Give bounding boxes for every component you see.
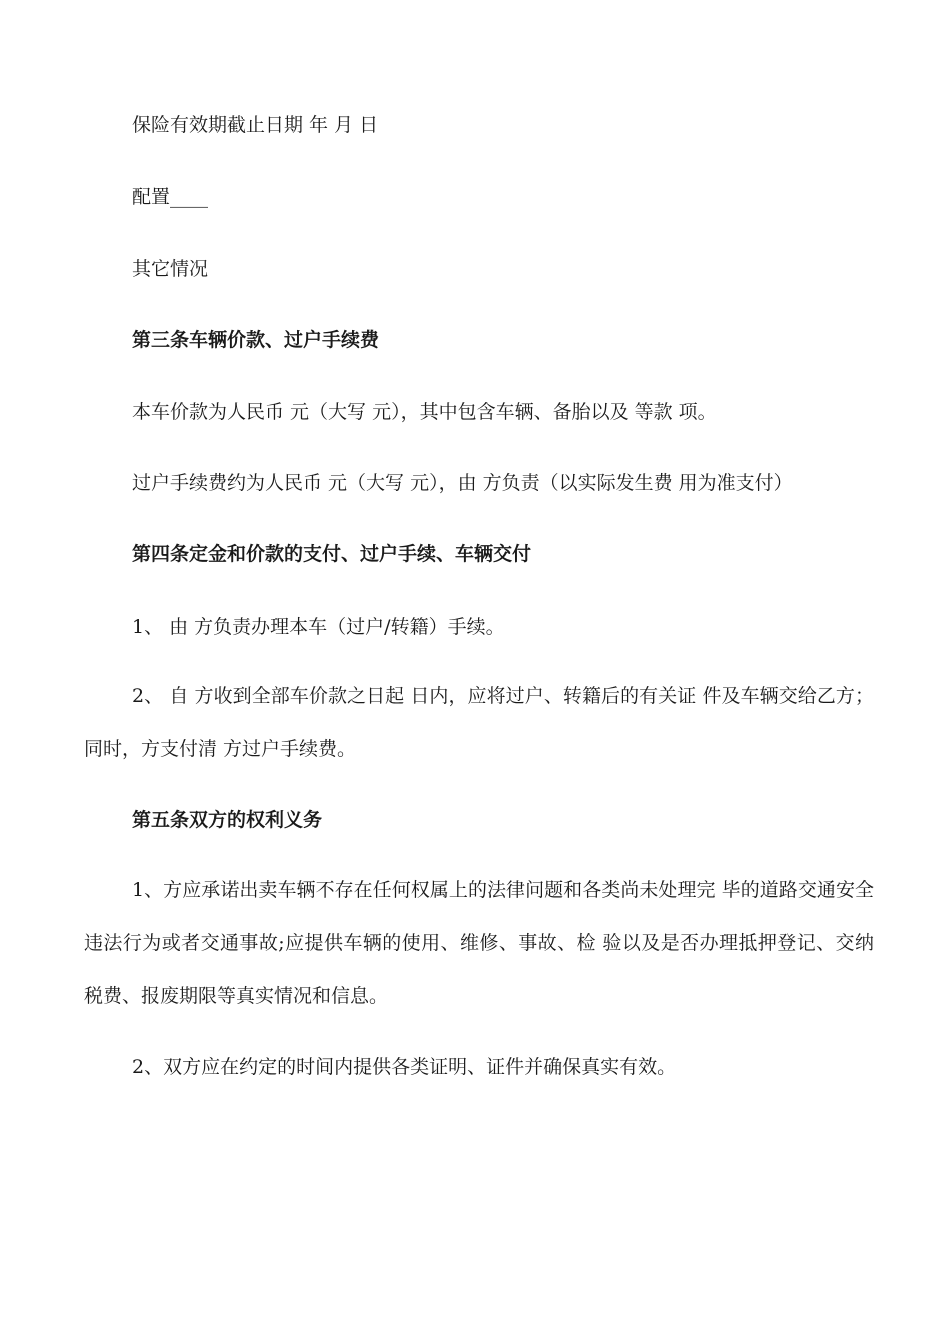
article-5-item-2: 2、双方应在约定的时间内提供各类证明、证件并确保真实有效。 (132, 1056, 677, 1078)
transfer-fee-paragraph: 过户手续费约为人民币 元（大写 元），由 方负责（以实际发生费 用为准支付） (132, 472, 793, 494)
article-3-heading: 第三条车辆价款、过户手续费 (132, 329, 380, 351)
article-4-item-2: 2、 自 方收到全部车价款之日起 日内，应将过户、转籍后的有关证 件及车辆交给乙方；同时，方支付清 方过户手续费。 (84, 685, 874, 760)
article-5-heading: 第五条双方的权利义务 (132, 809, 323, 831)
article-4-item-1: 1、 由 方负责办理本车（过户/转籍）手续。 (132, 616, 505, 638)
price-paragraph: 本车价款为人民币 元（大写 元），其中包含车辆、备胎以及 等款 项。 (132, 401, 717, 423)
insurance-expiry-line: 保险有效期截止日期 年 月 日 (132, 114, 379, 136)
other-conditions-line: 其它情况 (132, 258, 209, 280)
configuration-line: 配置____ (132, 186, 209, 208)
article-5-item-1: 1、方应承诺出卖车辆不存在任何权属上的法律问题和各类尚未处理完 毕的道路交通安全违法行为或者交通事故;应提供车辆的使用、维修、事故、检 验以及是否办理抵押登记、交纳税费、报废期限等真实情况和信息。 (84, 879, 874, 1007)
article-4-heading: 第四条定金和价款的支付、过户手续、车辆交付 (132, 543, 532, 565)
